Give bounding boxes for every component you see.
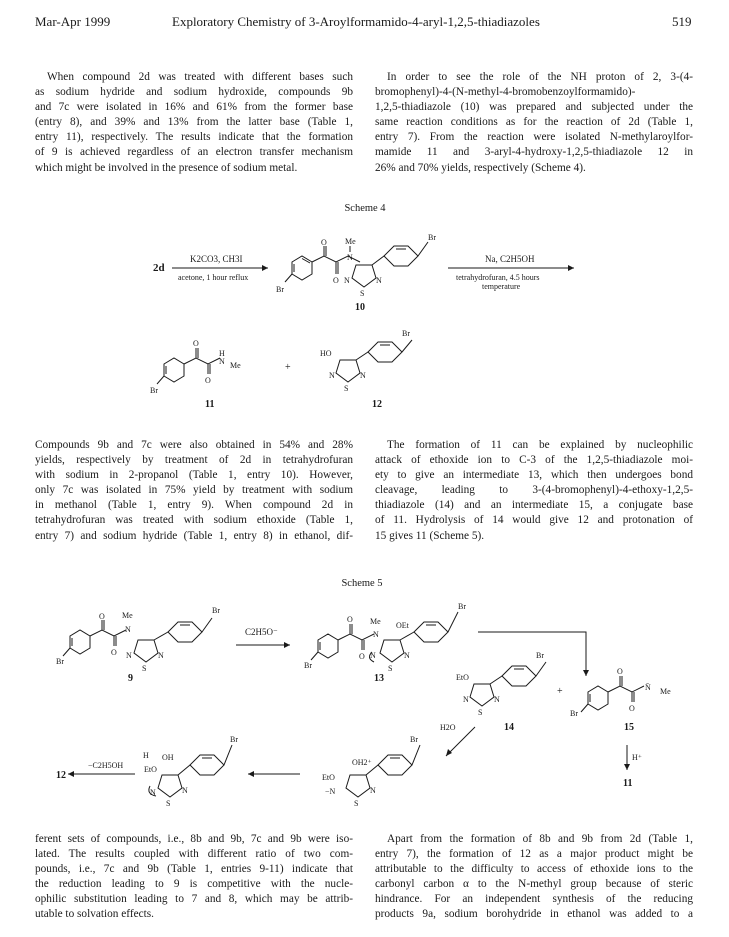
atom-o: O	[347, 615, 353, 624]
text-line: entry 7) and sodium hydride (Table 1, entry 8) in ethanol, dif-	[35, 529, 353, 542]
atom-n: N	[125, 625, 131, 634]
atom-br: Br	[304, 661, 312, 670]
atom-n: N	[373, 630, 379, 639]
arrow-head	[284, 642, 290, 648]
scheme-4	[150, 233, 574, 410]
text-line: only 7c was isolated in 75% yield by treatment with sodium	[35, 484, 353, 497]
compound-label-10: 10	[355, 302, 365, 313]
running-header-date: Mar-Apr 1999	[35, 14, 111, 29]
text-line: entry 7). From the reaction were isolated N-methylaroylfor-	[375, 131, 693, 144]
reagent-na-ethanol: Na, C2H5OH	[485, 254, 535, 264]
atom-s: S	[478, 708, 483, 717]
reagent-water: H2O	[440, 723, 456, 732]
arrow-head	[248, 771, 254, 777]
structure-hydroxy-intermediate	[143, 735, 238, 808]
atom-n: N	[370, 786, 376, 795]
atom-ho: HO	[320, 349, 332, 358]
text-line: attributable to the difficulty to access of ethoxide ions to the	[375, 863, 693, 876]
atom-n: N	[347, 253, 353, 262]
scheme-4-caption: Scheme 4	[344, 203, 386, 214]
text-line: products 9a, sodium borohydride in ethanol was added to a	[375, 908, 693, 921]
text-line: ophilic substitution leading to 7 and 8, which may be attrib-	[35, 893, 353, 906]
arrow-head	[568, 265, 574, 271]
compound-label-12: 12	[372, 399, 382, 410]
atom-n: N	[370, 651, 376, 660]
atom-o: O	[333, 276, 339, 285]
arrow-head	[624, 764, 630, 770]
atom-me: Me	[660, 687, 671, 696]
atom-s: S	[166, 799, 171, 808]
atom-br: Br	[150, 386, 158, 395]
atom-n: N	[463, 695, 469, 704]
text-line: (entry 8), and 39% and 13% from the latter base (Table 1,	[35, 116, 353, 129]
text-line: with sodium in 2-propanol (Table 1, entry 10). However,	[35, 469, 353, 482]
compound-label-11: 11	[205, 399, 215, 410]
atom-h: H	[219, 349, 225, 358]
arrow-head	[68, 771, 74, 777]
text-line: same reaction conditions as for the reaction of 2d (Table 1,	[375, 116, 693, 129]
atom-n: N	[150, 788, 156, 797]
reagent-conditions-1: acetone, 1 hour reflux	[178, 273, 249, 282]
atom-me: Me	[122, 611, 133, 620]
structure-13	[304, 602, 466, 673]
atom-n: N	[376, 276, 382, 285]
atom-n: N	[494, 695, 500, 704]
reagent-conditions-2b: temperature	[482, 282, 521, 291]
text-line: entry 7), the formation of 12 as a major product might be	[375, 848, 693, 861]
atom-me: Me	[345, 237, 356, 246]
atom-o: O	[617, 667, 623, 676]
text-line: the reduction leading to 9 is competitive with the nucle-	[35, 878, 353, 891]
atom-br: Br	[276, 285, 284, 294]
atom-n: N	[126, 651, 132, 660]
atom-n-anion: −N	[325, 787, 336, 796]
loss-ethanol: −C2H5OH	[88, 761, 124, 770]
text-line: which might be involved in the presence of sodium metal.	[35, 161, 298, 174]
atom-br: Br	[428, 233, 436, 242]
atom-s: S	[360, 289, 365, 298]
atom-n: N	[404, 651, 410, 660]
compound-label-11: 11	[623, 778, 633, 789]
text-line: of 11. Hydrolysis of 14 would give 12 and protonation of	[375, 514, 693, 527]
compound-label-9: 9	[128, 673, 133, 684]
scheme-5	[56, 602, 671, 808]
atom-o: O	[629, 704, 635, 713]
text-line: tetrahydrofuran was treated with sodium ethoxide (Table 1,	[35, 514, 353, 527]
text-line: Compounds 9b and 7c were also obtained in 54% and 28%	[35, 439, 353, 451]
compound-label-15: 15	[624, 722, 634, 733]
structure-12	[320, 329, 412, 393]
text-line: yields, respectively by treatment of 2d in tetrahydrofuran	[35, 454, 353, 467]
atom-br: Br	[212, 606, 220, 615]
atom-n-anion: N̄	[645, 683, 651, 692]
atom-eto: EtO	[456, 673, 469, 682]
text-line: 15 gives 11 (Scheme 5).	[375, 529, 485, 542]
atom-n: N	[158, 651, 164, 660]
atom-o: O	[359, 652, 365, 661]
arrow-head	[583, 670, 589, 676]
atom-eto: EtO	[322, 773, 335, 782]
page-number: 519	[672, 14, 692, 29]
text-line: bromophenyl)-4-(N-methyl-4-bromobenzoylformamido)-	[375, 86, 636, 99]
atom-oh: OH	[162, 753, 174, 762]
atom-br: Br	[570, 709, 578, 718]
text-line: in methanol (Table 1, entry 9). When compound 2d in	[35, 499, 353, 512]
text-line: hindrance. For an independent synthesis of the reducing	[375, 893, 693, 906]
atom-s: S	[142, 664, 147, 673]
atom-me: Me	[370, 617, 381, 626]
atom-me: Me	[230, 361, 241, 370]
text-line: entry 11), respectively. The results indicate that the formation	[35, 131, 353, 144]
atom-br: Br	[458, 602, 466, 611]
compound-label-14: 14	[504, 722, 514, 733]
atom-o: O	[193, 339, 199, 348]
text-line: and 7c were isolated in 16% and 61% from the former base	[35, 101, 353, 114]
atom-s: S	[344, 384, 349, 393]
atom-n: N	[344, 276, 350, 285]
scheme-5-caption: Scheme 5	[341, 578, 383, 589]
structure-9	[56, 606, 220, 673]
text-line: ety to give an intermediate 13, which then undergoes bond	[375, 469, 693, 482]
compound-label-2d: 2d	[153, 262, 165, 274]
running-header-title: Exploratory Chemistry of 3-Aroylformamido-4-aryl-1,2,5-thiadiazoles	[172, 14, 540, 29]
atom-br: Br	[56, 657, 64, 666]
reagent-k2co3: K2CO3, CH3I	[190, 254, 243, 264]
structure-oxonium-intermediate	[322, 735, 420, 808]
text-line: ferent sets of compounds, i.e., 8b and 9b, 7c and 9b were iso-	[35, 833, 353, 845]
text-line: as sodium hydride and sodium hydroxide, compounds 9b	[35, 86, 353, 99]
structure-11	[150, 339, 241, 395]
text-line: 1,2,5-thiadiazole (10) was prepared and subjected under the	[375, 101, 693, 114]
atom-s: S	[388, 664, 393, 673]
reaction-arrow	[478, 632, 586, 676]
reagent-proton: H⁺	[632, 753, 642, 762]
text-line: attack of ethoxide ion to C-3 of the 1,2,5-thiadiazole moi-	[375, 454, 693, 467]
atom-br: Br	[402, 329, 410, 338]
atom-h: H	[143, 751, 149, 760]
atom-o: O	[205, 376, 211, 385]
text-line: utable to solvation effects.	[35, 908, 155, 921]
text-line: Apart from the formation of 8b and 9b from 2d (Table 1,	[387, 833, 693, 845]
atom-o: O	[111, 648, 117, 657]
reagent-ethoxide: C2H5O⁻	[245, 627, 278, 637]
atom-n: N	[182, 786, 188, 795]
text-line: The formation of 11 can be explained by nucleophilic	[387, 439, 693, 451]
compound-label-13: 13	[374, 673, 384, 684]
text-line: thiadiazole (14) and an intermediate 15, a conjugate base	[375, 499, 693, 512]
atom-br: Br	[410, 735, 418, 744]
text-line: of 9 is achieved regardless of an electron transfer mechanism	[35, 146, 353, 159]
reagent-conditions-2: tetrahydrofuran, 4.5 hours	[456, 273, 540, 282]
plus-sign: +	[285, 362, 291, 373]
plus-sign: +	[557, 686, 563, 697]
atom-n: N	[329, 371, 335, 380]
atom-br: Br	[230, 735, 238, 744]
structure-15	[570, 667, 671, 718]
text-line: 26% and 70% yields, respectively (Scheme 4).	[375, 161, 586, 174]
atom-eto: EtO	[144, 765, 157, 774]
text-line: lated. The results coupled with different ratio of two com-	[35, 848, 353, 861]
atom-s: S	[354, 799, 359, 808]
arrow-head	[262, 265, 268, 271]
text-line: In order to see the role of the NH proton of 2, 3-(4-	[387, 71, 693, 83]
atom-o: O	[99, 612, 105, 621]
atom-oet: OEt	[396, 621, 409, 630]
structure-10	[276, 233, 436, 298]
atom-oh2: OH2⁺	[352, 758, 372, 767]
atom-n: N	[219, 357, 225, 366]
atom-br: Br	[536, 651, 544, 660]
text-line: mamide 11 and 3-aryl-4-hydroxy-1,2,5-thiadiazole 12 in	[375, 146, 693, 159]
atom-o: O	[321, 238, 327, 247]
atom-n: N	[360, 371, 366, 380]
arrow-head	[446, 749, 452, 756]
text-line: When compound 2d was treated with different bases such	[47, 71, 353, 83]
text-line: cleavage, leading to 3-(4-bromophenyl)-4-ethoxy-1,2,5-	[375, 484, 693, 497]
structure-14	[456, 651, 546, 717]
text-line: carbonyl carbon α to the N-methyl group because of steric	[375, 878, 693, 891]
text-line: pounds, i.e., 7c and 9b (Table 1, entries 9-11) indicate that	[35, 863, 353, 876]
compound-label-12: 12	[56, 770, 66, 781]
